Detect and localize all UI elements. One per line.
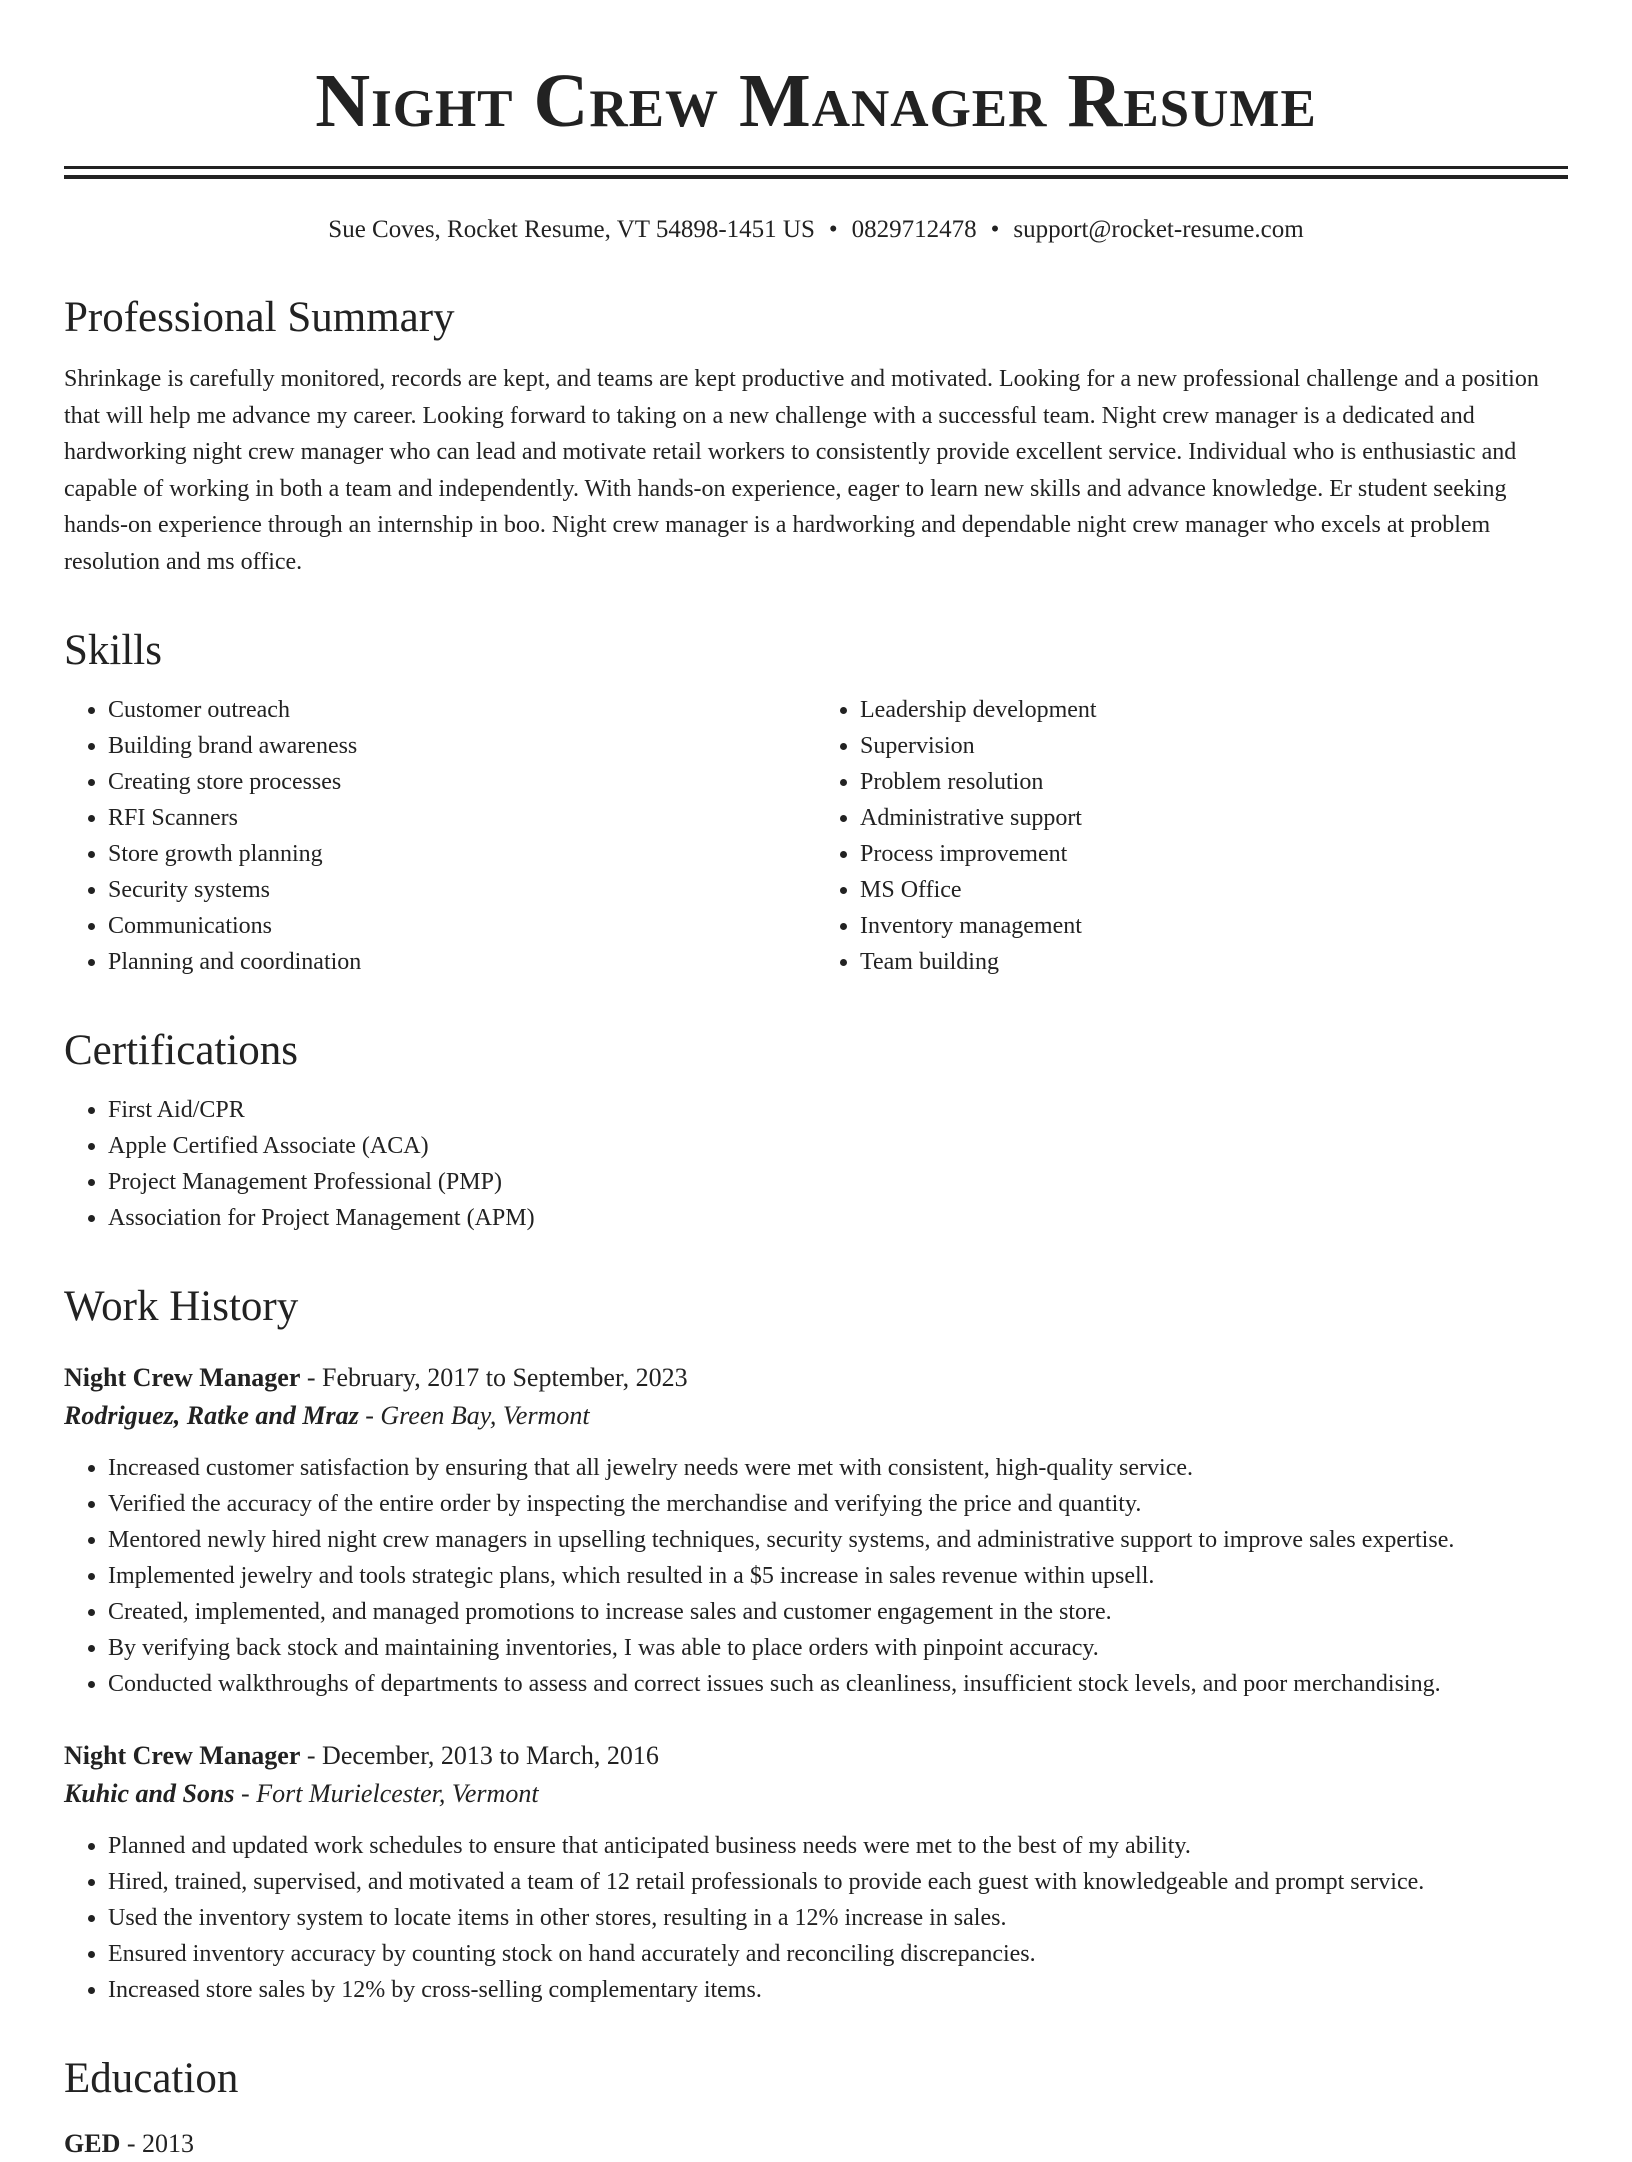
job-entry [64,1738,1568,2008]
work-history-heading: Work History [64,1283,299,1330]
certifications-section [64,1026,1568,1236]
education-section [64,2054,1568,2162]
skill-item: • MS Office [860,872,1568,908]
skills-columns [64,692,1568,980]
job-bullet: • Increased store sales by 12% by cross-selling complementary items. [108,1972,1568,2008]
job-role: Night Crew Manager [64,1363,301,1392]
skill-item: • Customer outreach [108,692,816,728]
certifications-list [64,1092,1568,1236]
title-divider-thin [64,166,1568,169]
skill-item: • Planning and coordination [108,944,816,980]
job-role: Night Crew Manager [64,1741,301,1770]
skill-item: • Leadership development [860,692,1568,728]
skill-item: • Supervision [860,728,1568,764]
job-bullet: • Hired, trained, supervised, and motivated a team of 12 retail professionals to provide each guest with knowledgeable and prompt service. [108,1864,1568,1900]
summary-heading: Professional Summary [64,294,455,341]
contact-separator: • [828,216,838,243]
certification-item: • First Aid/CPR [108,1092,1568,1128]
job-bullet: • Created, implemented, and managed promotions to increase sales and customer engagement in the store. [108,1594,1568,1630]
job-bullet: • By verifying back stock and maintaining inventories, I was able to place orders with pinpoint accuracy. [108,1630,1568,1666]
job-location: Fort Murielcester, Vermont [256,1779,539,1808]
skills-list-left [64,692,816,980]
skills-list-right [816,692,1568,980]
job-bullet: • Used the inventory system to locate items in other stores, resulting in a 12% increase in sales. [108,1900,1568,1936]
job-company-line: Rodriguez, Ratke and Mraz - Green Bay, Vermont [64,1401,590,1430]
job-company-line: Kuhic and Sons - Fort Murielcester, Vermont [64,1779,539,1808]
work-history-section [64,1282,1568,2008]
summary-text: Shrinkage is carefully monitored, records are kept, and teams are kept productive and motivated. Looking for a new professional challenge and a position that will help me advance my career. Looking forward to taking on a new challenge with a successful team. Night crew manager is a dedicated and hardworking night crew manager who can lead and motivate retail workers to consistently provide excellent service. Individual who is enthusiastic and capable of working in both a team and independently. With hands-on experience, eager to learn new skills and advance knowledge. Er student seeking hands-on experience through an internship in boo. Night crew manager is a hardworking and dependable night crew manager who excels at problem resolution and ms office. [64,366,1539,575]
skill-item: • Process improvement [860,836,1568,872]
contact-address: Sue Coves, Rocket Resume, VT 54898-1451 US [328,216,815,243]
job-spacer [64,1702,1568,1738]
job-title-line: Night Crew Manager - December, 2013 to March, 2016 [64,1741,659,1770]
page-title: Night Crew Manager Resume [315,59,1317,143]
skill-item: • Building brand awareness [108,728,816,764]
skill-item: • Security systems [108,872,816,908]
job-bullet: • Planned and updated work schedules to ensure that anticipated business needs were met to the best of my ability. [108,1828,1568,1864]
education-entry: GED - 2013 [64,2129,195,2158]
job-bullet: • Implemented jewelry and tools strategic plans, which resulted in a $5 increase in sales revenue within upsell. [108,1558,1568,1594]
job-bullet: • Mentored newly hired night crew managers in upselling techniques, security systems, and administrative support to improve sales expertise. [108,1522,1568,1558]
skill-item: • Administrative support [860,800,1568,836]
job-company: Rodriguez, Ratke and Mraz [64,1401,359,1430]
job-company: Kuhic and Sons [64,1779,235,1808]
skill-item: • Creating store processes [108,764,816,800]
job-entry [64,1360,1568,1702]
job-bullet: • Increased customer satisfaction by ensuring that all jewelry needs were met with consistent, high-quality service. [108,1450,1568,1486]
education-heading: Education [64,2055,239,2102]
skills-section [64,626,1568,980]
title-divider-thick [64,175,1568,179]
contact-line [64,213,1568,247]
skill-item: • Problem resolution [860,764,1568,800]
education-degree: GED [64,2129,121,2158]
job-bullet: • Conducted walkthroughs of departments to assess and correct issues such as cleanliness, insufficient stock levels, and poor merchandising. [108,1666,1568,1702]
skill-item: • Inventory management [860,908,1568,944]
job-bullet: • Verified the accuracy of the entire order by inspecting the merchandise and verifying the price and quantity. [108,1486,1568,1522]
skills-heading: Skills [64,627,162,674]
education-year: 2013 [142,2129,195,2158]
summary-section [64,293,1568,580]
contact-email: support@rocket-resume.com [1013,216,1304,243]
job-bullets [64,1450,1568,1702]
job-title-line: Night Crew Manager - February, 2017 to September, 2023 [64,1363,688,1392]
job-dates: December, 2013 to March, 2016 [322,1741,659,1770]
contact-phone: 0829712478 [851,216,977,243]
skill-item: • RFI Scanners [108,800,816,836]
certification-item: • Association for Project Management (APM) [108,1200,1568,1236]
certifications-heading: Certifications [64,1027,299,1074]
skill-item: • Team building [860,944,1568,980]
skill-item: • Communications [108,908,816,944]
certification-item: • Project Management Professional (PMP) [108,1164,1568,1200]
certification-item: • Apple Certified Associate (ACA) [108,1128,1568,1164]
job-bullet: • Ensured inventory accuracy by counting stock on hand accurately and reconciling discrepancies. [108,1936,1568,1972]
job-location: Green Bay, Vermont [380,1401,590,1430]
job-dates: February, 2017 to September, 2023 [322,1363,688,1392]
job-bullets [64,1828,1568,2008]
skill-item: • Store growth planning [108,836,816,872]
contact-separator: • [990,216,1000,243]
